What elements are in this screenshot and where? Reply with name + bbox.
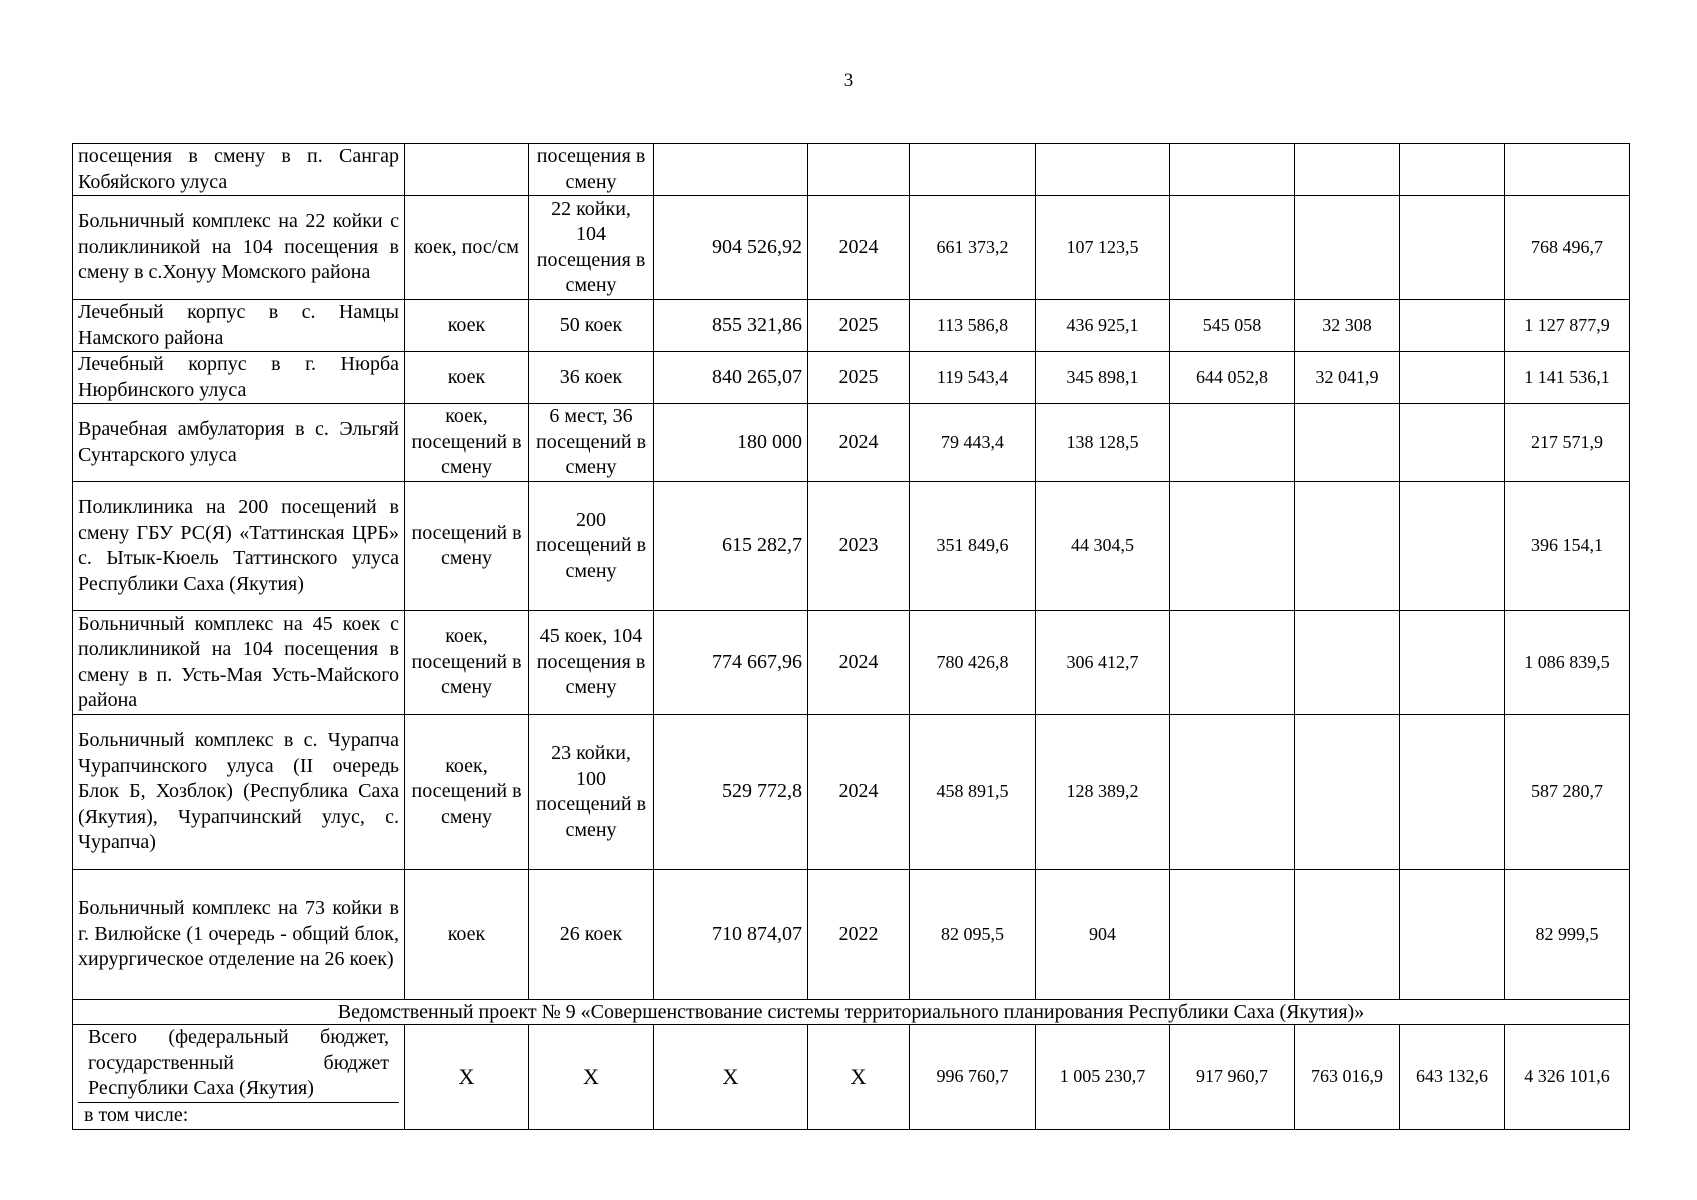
value-cell [1295,144,1400,196]
table-row [73,196,1630,300]
unit-cell: коек, посещений в смену [405,404,529,482]
value-cell [1170,144,1295,196]
cost-cell: 904 526,92 [654,196,808,300]
total-label-cell [73,1025,405,1130]
total-cell: 768 496,7 [1505,196,1630,300]
year-cell: 2025 [808,300,910,352]
section-title-row [73,1000,1630,1025]
total-cell: 1 127 877,9 [1505,300,1630,352]
value-cell: 32 041,9 [1295,352,1400,404]
budget-table [72,143,1630,1130]
value-cell: 351 849,6 [910,482,1036,611]
year-cell: 2022 [808,870,910,1000]
unit-cell: коек [405,300,529,352]
total-label: Всего (федеральный бюджет, государственный бюджет Республики Саха (Якутия) [78,1025,399,1103]
cost-cell: 615 282,7 [654,482,808,611]
value-cell [1400,870,1505,1000]
table-row [73,144,1630,196]
value-cell [1295,611,1400,715]
value-cell: 996 760,7 [910,1025,1036,1130]
total-cell [1505,144,1630,196]
total-cell: 82 999,5 [1505,870,1630,1000]
table-row [73,715,1630,870]
year-cell [808,144,910,196]
value-cell [910,144,1036,196]
cost-cell: 529 772,8 [654,715,808,870]
capacity-cell: посещения в смену [529,144,654,196]
capacity-cell: 36 коек [529,352,654,404]
value-cell [1295,482,1400,611]
capacity-cell: 6 мест, 36 посещений в смену [529,404,654,482]
unit-cell: коек, пос/см [405,196,529,300]
unit-cell: коек [405,352,529,404]
total-cell: 587 280,7 [1505,715,1630,870]
section-title: Ведомственный проект № 9 «Совершенствование системы территориального планирования Республики Саха (Якутия)» [73,1000,1630,1025]
cost-cell [654,144,808,196]
value-cell: 113 586,8 [910,300,1036,352]
value-cell: 458 891,5 [910,715,1036,870]
value-cell: 107 123,5 [1036,196,1170,300]
table-row [73,870,1630,1000]
object-name: Больничный комплекс на 22 койки с поликлиникой на 104 посещения в смену в с.Хонуу Момского района [73,196,405,300]
value-cell [1400,482,1505,611]
value-cell: 643 132,6 [1400,1025,1505,1130]
table-row [73,482,1630,611]
value-cell [1400,196,1505,300]
value-cell: 44 304,5 [1036,482,1170,611]
year-cell: 2024 [808,611,910,715]
cost-cell: 180 000 [654,404,808,482]
year-cell: 2024 [808,715,910,870]
table-row [73,404,1630,482]
total-cell: 217 571,9 [1505,404,1630,482]
year-cell: 2024 [808,404,910,482]
value-cell: 119 543,4 [910,352,1036,404]
cost-cell: X [654,1025,808,1130]
table-row [73,352,1630,404]
cost-cell: 774 667,96 [654,611,808,715]
value-cell [1036,144,1170,196]
value-cell: 780 426,8 [910,611,1036,715]
value-cell [1295,196,1400,300]
value-cell: 345 898,1 [1036,352,1170,404]
value-cell: 128 389,2 [1036,715,1170,870]
page-number: 3 [843,70,854,91]
total-cell: 1 141 536,1 [1505,352,1630,404]
object-name: Лечебный корпус в с. Намцы Намского района [73,300,405,352]
total-row [73,1025,1630,1130]
table-row [73,611,1630,715]
value-cell: 644 052,8 [1170,352,1295,404]
value-cell [1295,404,1400,482]
value-cell: 917 960,7 [1170,1025,1295,1130]
value-cell [1170,870,1295,1000]
value-cell [1400,404,1505,482]
total-cell: 1 086 839,5 [1505,611,1630,715]
value-cell [1170,715,1295,870]
object-name: Врачебная амбулатория в с. Эльгяй Сунтарского улуса [73,404,405,482]
year-cell: X [808,1025,910,1130]
object-name: Больничный комплекс в с. Чурапча Чурапчинского улуса (II очередь Блок Б, Хозблок) (Республика Саха (Якутия), Чурапчинский улус, с. Чурапча) [73,715,405,870]
object-name: Больничный комплекс на 45 коек с поликлиникой на 104 посещения в смену в п. Усть-Мая Усть-Майского района [73,611,405,715]
value-cell: 1 005 230,7 [1036,1025,1170,1130]
value-cell [1400,715,1505,870]
value-cell [1295,870,1400,1000]
cost-cell: 710 874,07 [654,870,808,1000]
value-cell: 79 443,4 [910,404,1036,482]
value-cell: 32 308 [1295,300,1400,352]
object-name: Лечебный корпус в г. Нюрба Нюрбинского улуса [73,352,405,404]
value-cell: 138 128,5 [1036,404,1170,482]
capacity-cell: 200 посещений в смену [529,482,654,611]
unit-cell: коек, посещений в смену [405,715,529,870]
unit-cell: X [405,1025,529,1130]
cost-cell: 840 265,07 [654,352,808,404]
total-cell: 396 154,1 [1505,482,1630,611]
unit-cell: посещений в смену [405,482,529,611]
capacity-cell: 45 коек, 104 посещения в смену [529,611,654,715]
total-cell: 4 326 101,6 [1505,1025,1630,1130]
value-cell [1400,144,1505,196]
year-cell: 2025 [808,352,910,404]
value-cell: 436 925,1 [1036,300,1170,352]
value-cell: 763 016,9 [1295,1025,1400,1130]
cost-cell: 855 321,86 [654,300,808,352]
object-name: Больничный комплекс на 73 койки в г. Вилюйске (1 очередь - общий блок, хирургическое отделение на 26 коек) [73,870,405,1000]
value-cell: 661 373,2 [910,196,1036,300]
capacity-cell: 26 коек [529,870,654,1000]
value-cell: 904 [1036,870,1170,1000]
object-name: посещения в смену в п. Сангар Кобяйского улуса [73,144,405,196]
value-cell: 82 095,5 [910,870,1036,1000]
value-cell [1400,611,1505,715]
capacity-cell: 50 коек [529,300,654,352]
value-cell [1170,482,1295,611]
capacity-cell: 22 койки, 104 посещения в смену [529,196,654,300]
value-cell [1295,715,1400,870]
total-sub-label: в том числе: [84,1104,189,1126]
value-cell [1170,196,1295,300]
value-cell: 545 058 [1170,300,1295,352]
unit-cell [405,144,529,196]
value-cell [1400,300,1505,352]
capacity-cell: 23 койки, 100 посещений в смену [529,715,654,870]
value-cell: 306 412,7 [1036,611,1170,715]
value-cell [1170,404,1295,482]
value-cell [1400,352,1505,404]
object-name: Поликлиника на 200 посещений в смену ГБУ РС(Я) «Таттинская ЦРБ» с. Ытык-Кюель Таттинского улуса Республики Саха (Якутия) [73,482,405,611]
value-cell [1170,611,1295,715]
year-cell: 2024 [808,196,910,300]
table-row [73,300,1630,352]
capacity-cell: X [529,1025,654,1130]
unit-cell: коек, посещений в смену [405,611,529,715]
year-cell: 2023 [808,482,910,611]
unit-cell: коек [405,870,529,1000]
